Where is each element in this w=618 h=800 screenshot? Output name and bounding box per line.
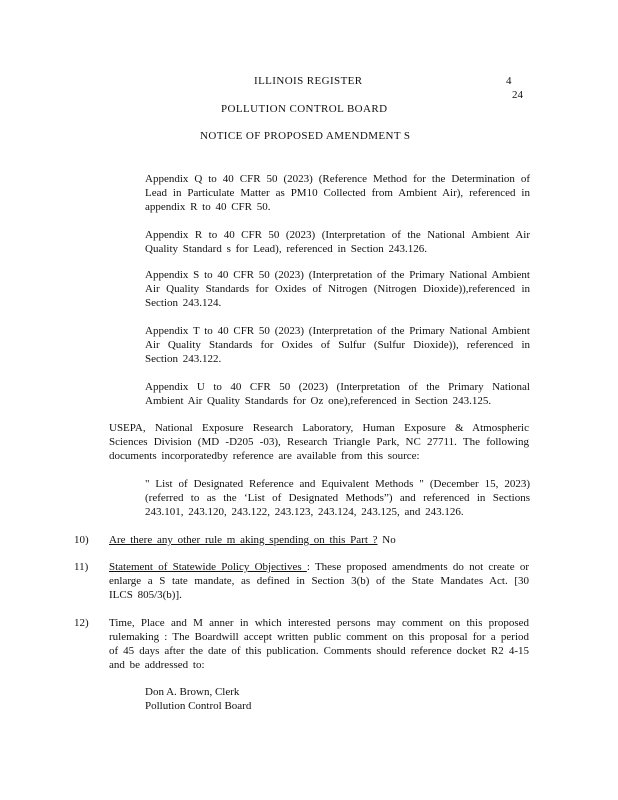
board-title: POLLUTION CONTROL BOARD [221,103,388,115]
appendix-r-paragraph: Appendix R to 40 CFR 50 (2023) (Interpretation of the National Ambient Air Quality Standard s for Lead), referenced in Section 243.126. [145,229,530,255]
item-number-11: 11) [74,561,89,573]
item-11-paragraph [109,560,529,602]
appendix-u-paragraph: Appendix U to 40 CFR 50 (2023) (Interpretation of the Primary National Ambient Air Quality Standards for Oz one),referenced in Section 243.125. [145,381,530,407]
address-organization: Pollution Control Board [145,700,252,712]
designated-methods-paragraph: " List of Designated Reference and Equivalent Methods " (December 15, 2023) (referred to as the ‘List of Designated Methods”) and referenced in Sections 243.101, 243.120, 243.122, 243.123, 243.124, 243.125, and 243.126. [145,478,530,518]
appendix-q-paragraph: Appendix Q to 40 CFR 50 (2023) (Reference Method for the Determination of Lead in Particulate Matter as PM10 Collected from Ambient Air), referenced in appendix R to 40 CFR 50. [145,173,530,213]
item-12-paragraph: Time, Place and M anner in which interested persons may comment on this proposed rulemaking : The Boardwill accept written public comment on this proposal for a period of 45 days after the date of this publication. Comments should reference docket R2 4-15 and be addressed to: [109,617,529,671]
appendix-t-paragraph: Appendix T to 40 CFR 50 (2023) (Interpretation of the Primary National Ambient Air Quality Standards for Oxides of Sulfur (Sulfur Dioxide)), referenced in Section 243.122. [145,325,530,365]
item-number-12: 12) [74,617,89,629]
page-number: 4 [506,75,512,87]
item-10-question: Are there any other rule m aking spending on this Part ? [109,534,378,546]
item-11-heading: Statement of Statewide Policy Objectives [109,561,307,573]
address-name: Don A. Brown, Clerk [145,686,240,698]
item-11-text: : These proposed amendments do not create or enlarge a S tate mandate, as defined in Section 3(b) of the State Mandates Act. [30 ILCS 805/3(b)]. [109,561,530,601]
item-10-answer: No [377,534,396,546]
usepa-paragraph: USEPA, National Exposure Research Laboratory, Human Exposure & Atmospheric Sciences Division (MD -D205 -03), Research Triangle Park, NC 27711. The following documents incorporatedby reference are available from this source: [109,422,529,462]
notice-title: NOTICE OF PROPOSED AMENDMENT S [200,130,411,142]
register-title: ILLINOIS REGISTER [254,75,363,87]
item-10-paragraph [109,533,529,547]
appendix-s-paragraph: Appendix S to 40 CFR 50 (2023) (Interpretation of the Primary National Ambient Air Quality Standards for Oxides of Nitrogen (Nitrogen Dioxide)),referenced in Section 243.124. [145,269,530,309]
page-number-line2: 24 [512,89,523,101]
item-number-10: 10) [74,534,89,546]
